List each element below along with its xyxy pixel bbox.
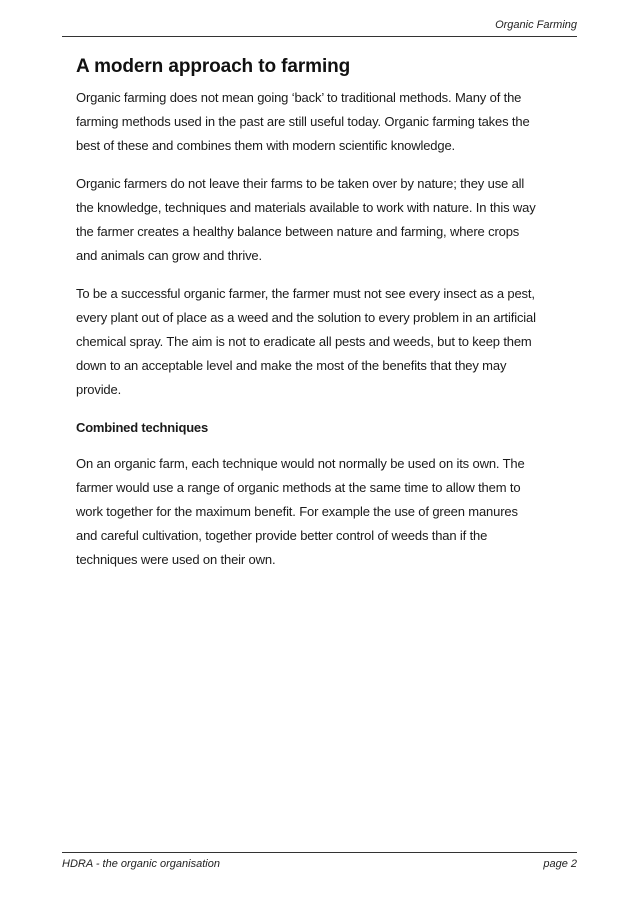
body-paragraph-2: Organic farmers do not leave their farms to be taken over by nature; they use all the knowledge, techniques and materials available to work with nature. In this way the farmer creates a healthy balance between nature and farming, where crops and animals can grow and thrive. [76, 176, 536, 263]
footer-organisation: HDRA - the organic organisation [62, 858, 220, 870]
footer-divider [62, 852, 577, 853]
header-divider [62, 36, 577, 37]
section-paragraph-1: On an organic farm, each technique would not normally be used on its own. The farmer would use a range of organic methods at the same time to allow them to work together for the maximum benefit. For example the use of green manures and careful cultivation, together provide better control of weeds than if the techniques were used on their own. [76, 456, 525, 567]
body-paragraph-3: To be a successful organic farmer, the farmer must not see every insect as a pest, every plant out of place as a weed and the solution to every problem in an artificial chemical spray. The aim is not to eradicate all pests and weeds, but to keep them down to an acceptable level and make the most of the benefits that they may provide. [76, 286, 536, 397]
page-title: A modern approach to farming [76, 56, 351, 77]
section-heading: Combined techniques [76, 420, 208, 435]
running-header: Organic Farming [495, 19, 577, 31]
page-body [76, 56, 536, 586]
page-number: page 2 [543, 858, 577, 870]
body-paragraph-1: Organic farming does not mean going ‘back’ to traditional methods. Many of the farming methods used in the past are still useful today. Organic farming takes the best of these and combines them with modern scientific knowledge. [76, 90, 530, 153]
